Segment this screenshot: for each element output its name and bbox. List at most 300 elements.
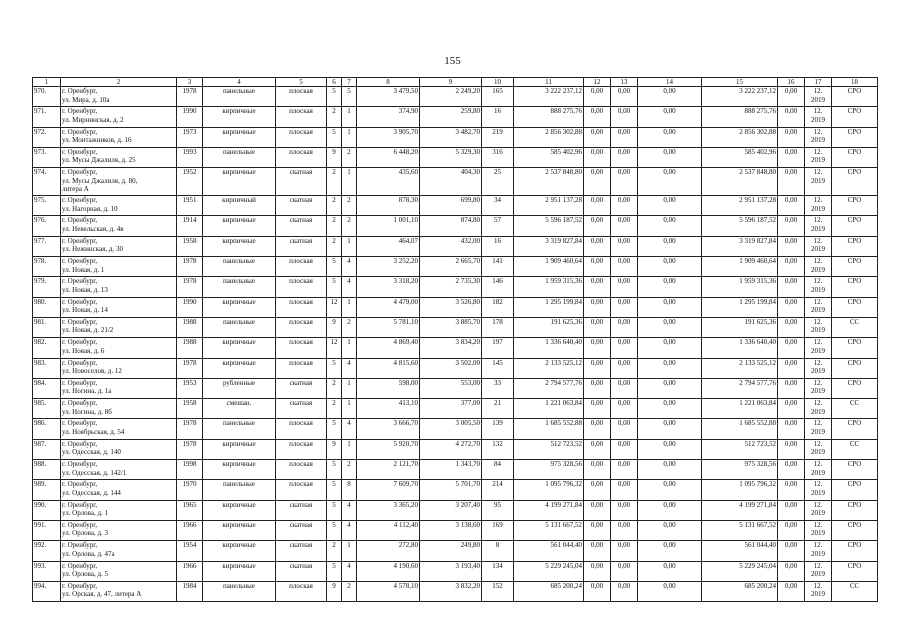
table-row	[33, 196, 878, 216]
funding-method-cell: СРО	[832, 419, 878, 439]
year-cell: 1953	[177, 378, 203, 398]
address-cell: г. Оренбург, ул. Орлова, д. 47а	[61, 541, 177, 561]
entrances-cell: 2	[342, 216, 357, 236]
cost-cell: 1 221 063,84	[514, 399, 584, 419]
column-number-header: 7	[342, 78, 357, 87]
amount-cell: 0,00	[638, 317, 702, 337]
table-row	[33, 358, 878, 378]
wall-material-cell: смешан.	[203, 399, 276, 419]
amount-cell: 0,00	[611, 480, 638, 500]
amount-cell: 0,00	[778, 107, 805, 127]
total-cost-cell: 2 133 525,12	[702, 358, 778, 378]
cost-cell: 2 794 577,76	[514, 378, 584, 398]
row-number: 985.	[33, 399, 61, 419]
total-area-cell: 4 815,60	[357, 358, 420, 378]
wall-material-cell: кирпичные	[203, 236, 276, 256]
wall-material-cell: кирпичные	[203, 500, 276, 520]
table-row	[33, 581, 878, 601]
year-cell: 1966	[177, 520, 203, 540]
deadline-cell: 12. 2019	[805, 127, 832, 147]
floors-cell: 5	[327, 500, 342, 520]
row-number: 980.	[33, 297, 61, 317]
year-cell: 1954	[177, 541, 203, 561]
residential-area-cell: 1 343,70	[420, 460, 482, 480]
roof-type-cell: плоская	[276, 257, 327, 277]
total-area-cell: 374,90	[357, 107, 420, 127]
wall-material-cell: панельные	[203, 581, 276, 601]
cost-cell: 1 909 460,64	[514, 257, 584, 277]
amount-cell: 0,00	[584, 358, 611, 378]
floors-cell: 2	[327, 196, 342, 216]
table-row	[33, 541, 878, 561]
total-cost-cell: 585 402,96	[702, 147, 778, 167]
residential-area-cell: 4 272,70	[420, 439, 482, 459]
residents-cell: 165	[482, 87, 514, 107]
residential-area-cell: 3 832,20	[420, 581, 482, 601]
amount-cell: 0,00	[611, 541, 638, 561]
floors-cell: 12	[327, 338, 342, 358]
table-row	[33, 87, 878, 107]
funding-method-cell: СС	[832, 581, 878, 601]
floors-cell: 2	[327, 107, 342, 127]
floors-cell: 2	[327, 236, 342, 256]
amount-cell: 0,00	[611, 196, 638, 216]
year-cell: 1978	[177, 439, 203, 459]
amount-cell: 0,00	[778, 439, 805, 459]
total-area-cell: 4 112,40	[357, 520, 420, 540]
address-cell: г. Оренбург, ул. Одесская, д. 144	[61, 480, 177, 500]
funding-method-cell: СРО	[832, 460, 878, 480]
total-area-cell: 4 190,60	[357, 561, 420, 581]
column-number-header: 5	[276, 78, 327, 87]
residential-area-cell: 3 526,80	[420, 297, 482, 317]
amount-cell: 0,00	[778, 581, 805, 601]
address-cell: г. Оренбург, ул. Ногина, д. 8б	[61, 399, 177, 419]
amount-cell: 0,00	[638, 216, 702, 236]
roof-type-cell: плоская	[276, 277, 327, 297]
column-number-header: 12	[584, 78, 611, 87]
row-number: 979.	[33, 277, 61, 297]
residents-cell: 139	[482, 419, 514, 439]
address-cell: г. Оренбург, ул. Новая, д. 1	[61, 257, 177, 277]
total-area-cell: 464,07	[357, 236, 420, 256]
amount-cell: 0,00	[778, 196, 805, 216]
deadline-cell: 12. 2019	[805, 581, 832, 601]
table-row	[33, 480, 878, 500]
wall-material-cell: кирпичные	[203, 561, 276, 581]
amount-cell: 0,00	[611, 168, 638, 196]
funding-method-cell: СРО	[832, 561, 878, 581]
row-number: 992.	[33, 541, 61, 561]
cost-cell: 5 131 667,52	[514, 520, 584, 540]
amount-cell: 0,00	[611, 399, 638, 419]
funding-method-cell: СС	[832, 439, 878, 459]
year-cell: 1993	[177, 147, 203, 167]
roof-type-cell: плоская	[276, 297, 327, 317]
total-cost-cell: 1 336 640,40	[702, 338, 778, 358]
deadline-cell: 12. 2019	[805, 196, 832, 216]
total-cost-cell: 1 959 315,36	[702, 277, 778, 297]
roof-type-cell: плоская	[276, 480, 327, 500]
row-number: 973.	[33, 147, 61, 167]
row-number: 974.	[33, 168, 61, 196]
amount-cell: 0,00	[638, 257, 702, 277]
year-cell: 1958	[177, 236, 203, 256]
cost-cell: 3 319 827,84	[514, 236, 584, 256]
address-cell: г. Оренбург, ул. Нагорная, д. 10	[61, 196, 177, 216]
deadline-cell: 12. 2019	[805, 520, 832, 540]
residents-cell: 25	[482, 168, 514, 196]
floors-cell: 5	[327, 460, 342, 480]
cost-cell: 585 402,96	[514, 147, 584, 167]
address-cell: г. Оренбург, ул. Нежинская, д. 30	[61, 236, 177, 256]
cost-cell: 191 625,36	[514, 317, 584, 337]
entrances-cell: 2	[342, 317, 357, 337]
table-row	[33, 107, 878, 127]
address-cell: г. Оренбург, ул. Новоселов, д. 12	[61, 358, 177, 378]
entrances-cell: 4	[342, 520, 357, 540]
funding-method-cell: СРО	[832, 216, 878, 236]
column-number-header: 9	[420, 78, 482, 87]
year-cell: 1984	[177, 581, 203, 601]
total-area-cell: 3 666,70	[357, 419, 420, 439]
row-number: 990.	[33, 500, 61, 520]
amount-cell: 0,00	[611, 338, 638, 358]
cost-cell: 1 959 315,36	[514, 277, 584, 297]
entrances-cell: 1	[342, 297, 357, 317]
amount-cell: 0,00	[638, 147, 702, 167]
amount-cell: 0,00	[611, 561, 638, 581]
amount-cell: 0,00	[584, 338, 611, 358]
page-number: 155	[444, 55, 461, 67]
total-area-cell: 4 869,40	[357, 338, 420, 358]
amount-cell: 0,00	[584, 147, 611, 167]
column-number-header: 18	[832, 78, 878, 87]
amount-cell: 0,00	[638, 500, 702, 520]
total-cost-cell: 2 537 848,80	[702, 168, 778, 196]
table-row	[33, 439, 878, 459]
wall-material-cell: кирпичные	[203, 107, 276, 127]
wall-material-cell: панельные	[203, 419, 276, 439]
deadline-cell: 12. 2019	[805, 216, 832, 236]
amount-cell: 0,00	[778, 358, 805, 378]
residential-area-cell: 3 885,70	[420, 317, 482, 337]
entrances-cell: 1	[342, 168, 357, 196]
deadline-cell: 12. 2019	[805, 358, 832, 378]
table-body	[33, 87, 878, 602]
amount-cell: 0,00	[778, 317, 805, 337]
funding-method-cell: СС	[832, 399, 878, 419]
amount-cell: 0,00	[778, 460, 805, 480]
residential-area-cell: 2 665,70	[420, 257, 482, 277]
year-cell: 1978	[177, 277, 203, 297]
residents-cell: 95	[482, 500, 514, 520]
address-cell: г. Оренбург, ул. Новая, д. 21/2	[61, 317, 177, 337]
amount-cell: 0,00	[611, 460, 638, 480]
address-cell: г. Оренбург, ул. Орлова, д. 5	[61, 561, 177, 581]
wall-material-cell: панельные	[203, 257, 276, 277]
amount-cell: 0,00	[611, 127, 638, 147]
row-number: 971.	[33, 107, 61, 127]
deadline-cell: 12. 2019	[805, 338, 832, 358]
residents-cell: 134	[482, 561, 514, 581]
wall-material-cell: панельные	[203, 277, 276, 297]
amount-cell: 0,00	[778, 338, 805, 358]
column-number-header: 10	[482, 78, 514, 87]
amount-cell: 0,00	[778, 419, 805, 439]
amount-cell: 0,00	[638, 127, 702, 147]
roof-type-cell: плоская	[276, 460, 327, 480]
column-number-header: 1	[33, 78, 61, 87]
amount-cell: 0,00	[611, 277, 638, 297]
column-number-header: 8	[357, 78, 420, 87]
column-number-header: 13	[611, 78, 638, 87]
total-area-cell: 435,60	[357, 168, 420, 196]
roof-type-cell: плоская	[276, 419, 327, 439]
funding-method-cell: СРО	[832, 358, 878, 378]
funding-method-cell: СРО	[832, 107, 878, 127]
residential-area-cell: 3 193,40	[420, 561, 482, 581]
residents-cell: 219	[482, 127, 514, 147]
roof-type-cell: плоская	[276, 338, 327, 358]
residential-area-cell: 5 329,30	[420, 147, 482, 167]
total-area-cell: 7 609,70	[357, 480, 420, 500]
residents-cell: 197	[482, 338, 514, 358]
funding-method-cell: СРО	[832, 541, 878, 561]
deadline-cell: 12. 2019	[805, 561, 832, 581]
residential-area-cell: 404,30	[420, 168, 482, 196]
residential-area-cell: 3 138,60	[420, 520, 482, 540]
amount-cell: 0,00	[638, 520, 702, 540]
total-cost-cell: 191 625,36	[702, 317, 778, 337]
entrances-cell: 2	[342, 196, 357, 216]
deadline-cell: 12. 2019	[805, 500, 832, 520]
roof-type-cell: скатная	[276, 520, 327, 540]
table-row	[33, 257, 878, 277]
year-cell: 1958	[177, 399, 203, 419]
row-number: 975.	[33, 196, 61, 216]
residents-cell: 16	[482, 236, 514, 256]
roof-type-cell: скатная	[276, 378, 327, 398]
year-cell: 1978	[177, 419, 203, 439]
deadline-cell: 12. 2019	[805, 419, 832, 439]
year-cell: 1988	[177, 317, 203, 337]
amount-cell: 0,00	[778, 216, 805, 236]
total-cost-cell: 561 044,40	[702, 541, 778, 561]
amount-cell: 0,00	[611, 358, 638, 378]
deadline-cell: 12. 2019	[805, 317, 832, 337]
roof-type-cell: скатная	[276, 236, 327, 256]
year-cell: 1914	[177, 216, 203, 236]
address-cell: г. Оренбург, ул. Невельская, д. 4в	[61, 216, 177, 236]
residents-cell: 182	[482, 297, 514, 317]
amount-cell: 0,00	[638, 236, 702, 256]
residential-area-cell: 874,80	[420, 216, 482, 236]
table-row	[33, 520, 878, 540]
residential-area-cell: 553,00	[420, 378, 482, 398]
amount-cell: 0,00	[584, 297, 611, 317]
amount-cell: 0,00	[778, 480, 805, 500]
amount-cell: 0,00	[638, 399, 702, 419]
residents-cell: 145	[482, 358, 514, 378]
wall-material-cell: кирпичные	[203, 127, 276, 147]
wall-material-cell: панельные	[203, 147, 276, 167]
deadline-cell: 12. 2019	[805, 277, 832, 297]
residents-cell: 152	[482, 581, 514, 601]
column-number-header: 4	[203, 78, 276, 87]
amount-cell: 0,00	[611, 236, 638, 256]
residents-cell: 34	[482, 196, 514, 216]
total-cost-cell: 5 229 245,04	[702, 561, 778, 581]
deadline-cell: 12. 2019	[805, 87, 832, 107]
amount-cell: 0,00	[584, 317, 611, 337]
floors-cell: 9	[327, 317, 342, 337]
total-area-cell: 598,00	[357, 378, 420, 398]
amount-cell: 0,00	[778, 168, 805, 196]
amount-cell: 0,00	[611, 107, 638, 127]
floors-cell: 2	[327, 216, 342, 236]
total-area-cell: 3 905,70	[357, 127, 420, 147]
residential-area-cell: 249,80	[420, 541, 482, 561]
wall-material-cell: кирпичные	[203, 168, 276, 196]
total-cost-cell: 512 723,52	[702, 439, 778, 459]
total-cost-cell: 888 275,76	[702, 107, 778, 127]
amount-cell: 0,00	[638, 581, 702, 601]
row-number: 987.	[33, 439, 61, 459]
table-row	[33, 277, 878, 297]
table-row	[33, 460, 878, 480]
amount-cell: 0,00	[638, 480, 702, 500]
amount-cell: 0,00	[778, 87, 805, 107]
amount-cell: 0,00	[778, 257, 805, 277]
roof-type-cell: скатная	[276, 500, 327, 520]
total-cost-cell: 1 295 199,84	[702, 297, 778, 317]
column-number-header: 6	[327, 78, 342, 87]
residents-cell: 84	[482, 460, 514, 480]
amount-cell: 0,00	[611, 520, 638, 540]
amount-cell: 0,00	[778, 277, 805, 297]
entrances-cell: 2	[342, 460, 357, 480]
amount-cell: 0,00	[584, 419, 611, 439]
residents-cell: 178	[482, 317, 514, 337]
total-area-cell: 1 001,10	[357, 216, 420, 236]
entrances-cell: 2	[342, 147, 357, 167]
total-cost-cell: 2 856 302,88	[702, 127, 778, 147]
total-cost-cell: 4 199 271,84	[702, 500, 778, 520]
wall-material-cell: панельные	[203, 480, 276, 500]
wall-material-cell: кирпичные	[203, 439, 276, 459]
residential-area-cell: 3 005,50	[420, 419, 482, 439]
cost-cell: 2 951 137,28	[514, 196, 584, 216]
amount-cell: 0,00	[584, 87, 611, 107]
total-area-cell: 6 448,20	[357, 147, 420, 167]
total-cost-cell: 2 951 137,28	[702, 196, 778, 216]
amount-cell: 0,00	[778, 561, 805, 581]
total-area-cell: 4 479,00	[357, 297, 420, 317]
floors-cell: 5	[327, 419, 342, 439]
amount-cell: 0,00	[584, 480, 611, 500]
floors-cell: 5	[327, 480, 342, 500]
residents-cell: 214	[482, 480, 514, 500]
address-cell: г. Оренбург, ул. Орлова, д. 1	[61, 500, 177, 520]
cost-cell: 512 723,52	[514, 439, 584, 459]
residential-area-cell: 2 735,30	[420, 277, 482, 297]
residential-area-cell: 3 207,40	[420, 500, 482, 520]
amount-cell: 0,00	[638, 378, 702, 398]
roof-type-cell: плоская	[276, 581, 327, 601]
floors-cell: 5	[327, 358, 342, 378]
amount-cell: 0,00	[584, 277, 611, 297]
wall-material-cell: кирпичные	[203, 541, 276, 561]
floors-cell: 5	[327, 561, 342, 581]
residential-area-cell: 3 502,00	[420, 358, 482, 378]
residential-area-cell: 377,00	[420, 399, 482, 419]
floors-cell: 2	[327, 168, 342, 196]
floors-cell: 5	[327, 277, 342, 297]
table-row	[33, 561, 878, 581]
roof-type-cell: плоская	[276, 127, 327, 147]
funding-method-cell: СРО	[832, 378, 878, 398]
deadline-cell: 12. 2019	[805, 168, 832, 196]
deadline-cell: 12. 2019	[805, 378, 832, 398]
funding-method-cell: СРО	[832, 147, 878, 167]
column-number-header: 11	[514, 78, 584, 87]
cost-cell: 888 275,76	[514, 107, 584, 127]
amount-cell: 0,00	[611, 317, 638, 337]
wall-material-cell: кирпичные	[203, 520, 276, 540]
floors-cell: 9	[327, 147, 342, 167]
amount-cell: 0,00	[611, 439, 638, 459]
amount-cell: 0,00	[611, 87, 638, 107]
cost-cell: 5 596 187,52	[514, 216, 584, 236]
address-cell: г. Оренбург, ул. Новая, д. 14	[61, 297, 177, 317]
row-number: 972.	[33, 127, 61, 147]
residential-area-cell: 3 482,70	[420, 127, 482, 147]
wall-material-cell: кирпичные	[203, 338, 276, 358]
deadline-cell: 12. 2019	[805, 399, 832, 419]
wall-material-cell: кирпичные	[203, 216, 276, 236]
amount-cell: 0,00	[638, 297, 702, 317]
amount-cell: 0,00	[584, 460, 611, 480]
amount-cell: 0,00	[638, 561, 702, 581]
floors-cell: 12	[327, 297, 342, 317]
table-row	[33, 168, 878, 196]
deadline-cell: 12. 2019	[805, 236, 832, 256]
amount-cell: 0,00	[611, 419, 638, 439]
funding-method-cell: СРО	[832, 257, 878, 277]
deadline-cell: 12. 2019	[805, 257, 832, 277]
floors-cell: 5	[327, 520, 342, 540]
amount-cell: 0,00	[611, 500, 638, 520]
amount-cell: 0,00	[638, 541, 702, 561]
amount-cell: 0,00	[584, 500, 611, 520]
amount-cell: 0,00	[584, 541, 611, 561]
roof-type-cell: скатная	[276, 196, 327, 216]
funding-method-cell: СРО	[832, 236, 878, 256]
table-row	[33, 378, 878, 398]
cost-cell: 3 222 237,12	[514, 87, 584, 107]
amount-cell: 0,00	[778, 541, 805, 561]
total-cost-cell: 1 685 552,88	[702, 419, 778, 439]
roof-type-cell: плоская	[276, 147, 327, 167]
amount-cell: 0,00	[584, 196, 611, 216]
entrances-cell: 5	[342, 87, 357, 107]
year-cell: 1966	[177, 561, 203, 581]
amount-cell: 0,00	[778, 127, 805, 147]
row-number: 991.	[33, 520, 61, 540]
deadline-cell: 12. 2019	[805, 439, 832, 459]
wall-material-cell: панельные	[203, 317, 276, 337]
